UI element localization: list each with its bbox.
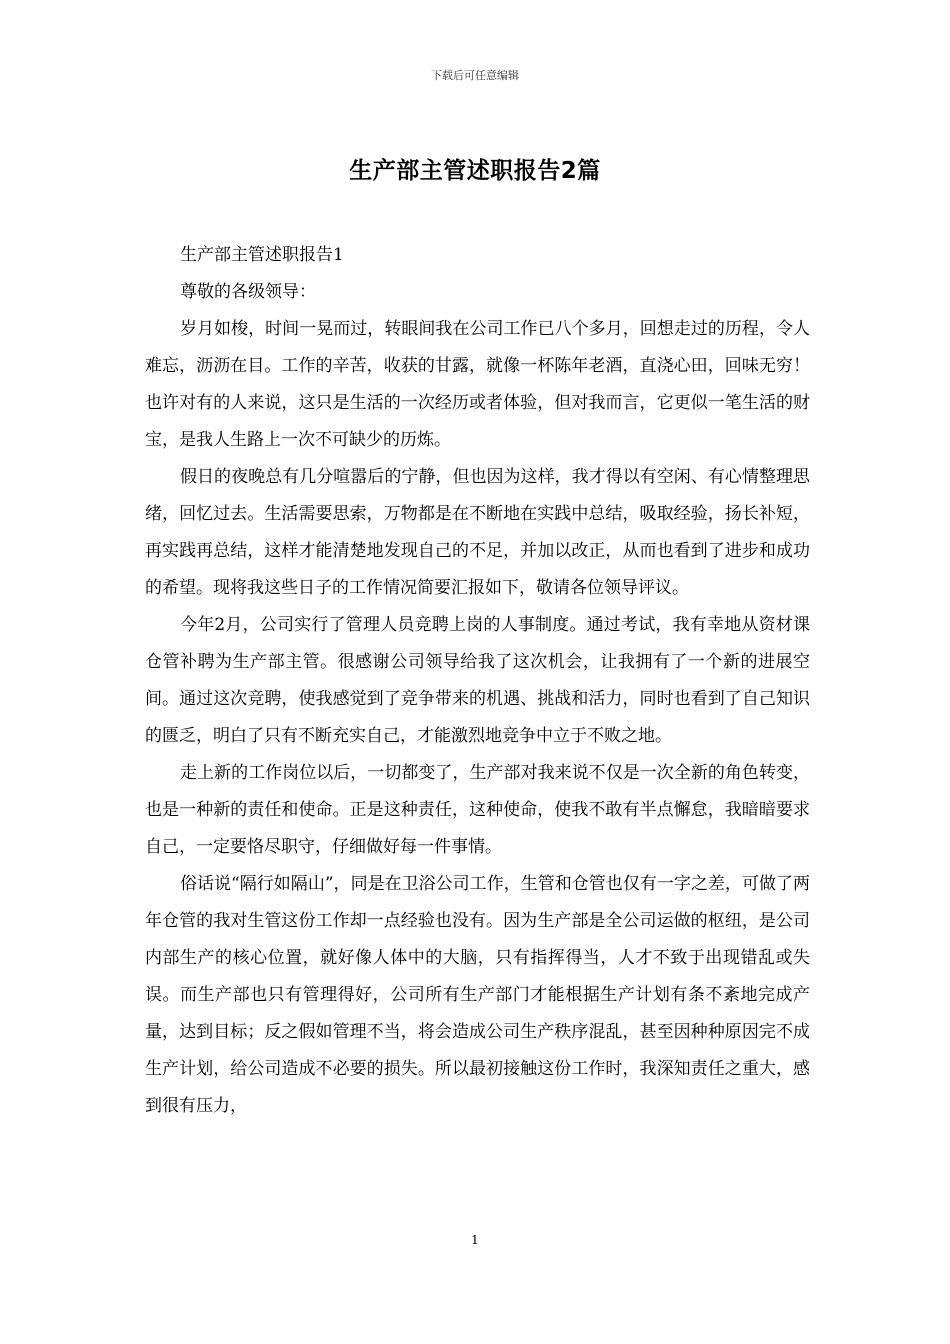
body-paragraph: 走上新的工作岗位以后，一切都变了，生产部对我来说不仅是一次全新的角色转变，也是一种新的责任和使命。正是这种责任，这种使命，使我不敢有半点懈怠，我暗暗要求自己，一定要恪尽职守，仔细做好每一件事情。 [145,763,810,857]
body-paragraph: 假日的夜晚总有几分喧嚣后的宁静，但也因为这样，我才得以有空闲、有心情整理思绪，回忆过去。生活需要思索，万物都是在不断地在实践中总结，吸取经验，扬长补短，再实践再总结，这样才能清楚地发现自己的不足，并加以改正，从而也看到了进步和成功的希望。现将我这些日子的工作情况简要汇报如下，敬请各位领导评议。 [145,467,810,598]
header-note: 下载后可任意编辑 [431,69,519,82]
body-paragraph: 今年2月，公司实行了管理人员竞聘上岗的人事制度。通过考试，我有幸地从资材课仓管补聘为生产部主管。很感谢公司领导给我了这次机会，让我拥有了一个新的进展空间。通过这次竞聘，使我感觉到了竞争带来的机遇、挑战和活力，同时也看到了自己知识的匮乏，明白了只有不断充实自己，才能激烈地竞争中立于不败之地。 [145,615,810,746]
page-number: 1 [471,1233,479,1247]
report-subtitle: 生产部主管述职报告1 [180,245,344,265]
document-title: 生产部主管述职报告2篇 [349,158,601,184]
body-paragraph: 岁月如梭，时间一晃而过，转眼间我在公司工作已八个多月，回想走过的历程，令人难忘，沥沥在目。工作的辛苦，收获的甘露，就像一杯陈年老酒，直浇心田，回味无穷！也许对有的人来说，这只是生活的一次经历或者体验，但对我而言，它更似一笔生活的财宝，是我人生路上一次不可缺少的历炼。 [145,319,810,450]
salutation: 尊敬的各级领导： [180,282,316,302]
body-paragraph: 俗话说“隔行如隔山”，同是在卫浴公司工作，生管和仓管也仅有一字之差，可做了两年仓管的我对生管这份工作却一点经验也没有。因为生产部是全公司运做的枢纽，是公司内部生产的核心位置，就好像人体中的大脑，只有指挥得当，人才不致于出现错乱或失误。而生产部也只有管理得好，公司所有生产部门才能根据生产计划有条不紊地完成产量，达到目标；反之假如管理不当，将会造成公司生产秩序混乱，甚至因种种原因完不成生产计划，给公司造成不必要的损失。所以最初接触这份工作时，我深知责任之重大，感到很有压力， [145,874,810,1116]
document-body [145,237,810,1125]
